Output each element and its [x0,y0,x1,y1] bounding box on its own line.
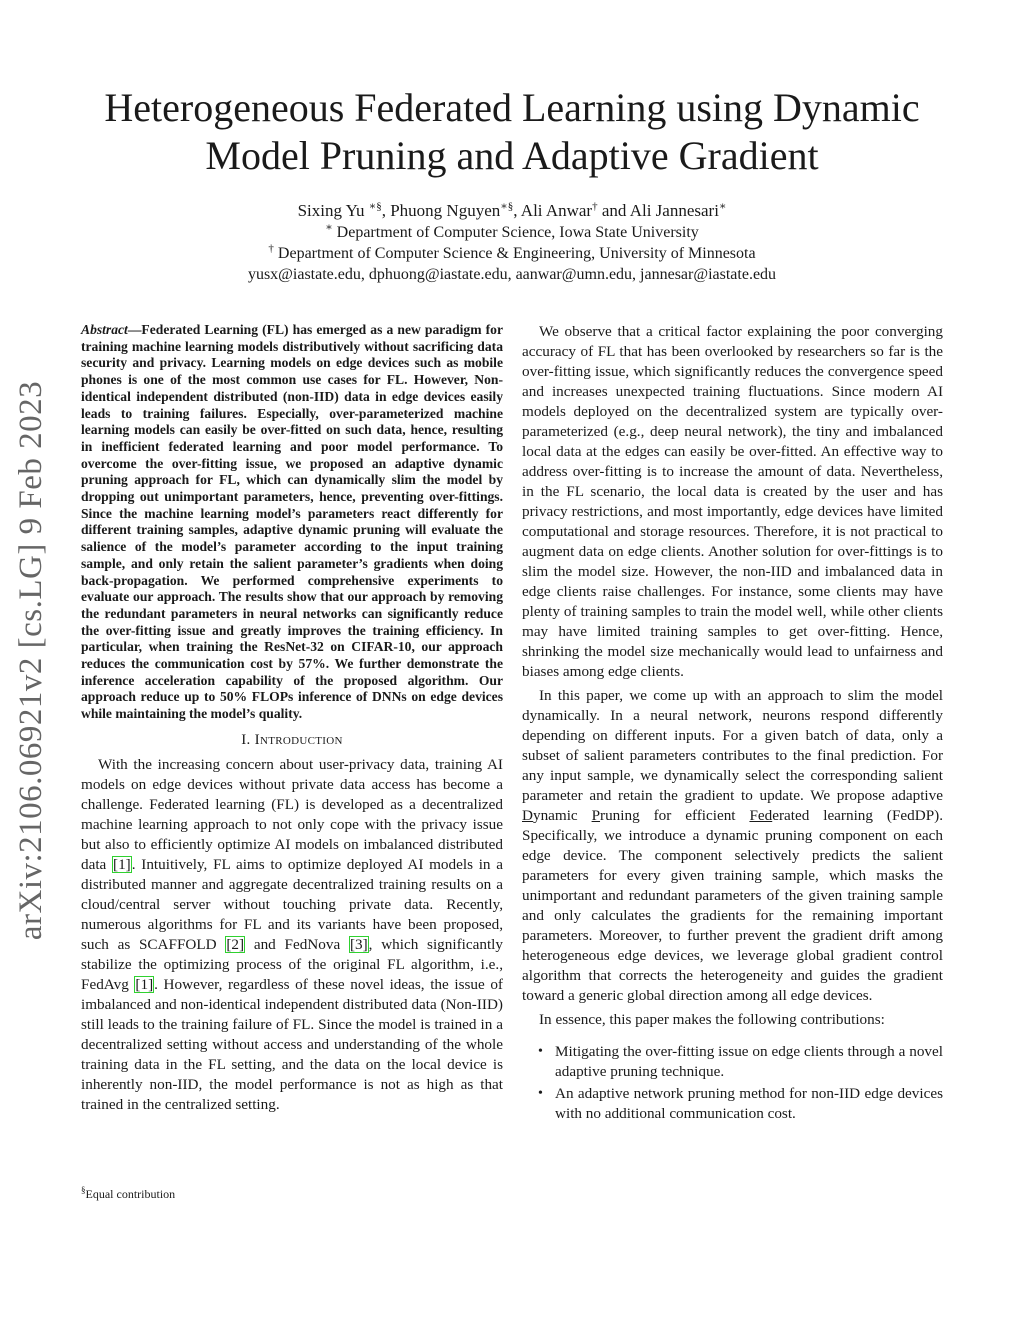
abstract-dash: — [127,322,142,337]
left-column [81,322,503,1115]
citation-link-2[interactable]: [2] [226,935,245,953]
author-1: Sixing Yu [297,201,369,220]
section-title: Introduction [254,731,343,748]
intro-paragraph-4: In essence, this paper makes the following contributions: [539,1011,885,1028]
affiliation-2-mark: † [268,242,274,255]
footnote-text: Equal contribution [85,1187,176,1201]
affiliation-2 [70,243,954,264]
bullet-icon: • [538,1044,543,1059]
intro-p3-text-1: In this paper, we come up with an approach to slim the model dynamically. In a neural network, neurons respond differently depending on different inputs. For a given batch of data, only a subset of salient parameters contributes to the final prediction. For any input sample, we dynamically select the corresponding salient parameter and retain the gradient to update. We propose adaptive [522,687,943,804]
contribution-item-2 [522,1084,943,1124]
abstract-text: Federated Learning (FL) has emerged as a new paradigm for training machine learning models distributively without sacrificing data security and privacy. Learning models on edge devices such as mobile phones is one of the most common use cases for FL. However, Non-identical independent distributed (non-IID) data in edge devices easily leads to training failures. Especially, over-parameterized machine learning models can easily be over-fitted on such data, hence, resulting in inefficient federated learning and poor model performance. To overcome the over-fitting issue, we proposed an adaptive dynamic pruning approach for FL, which can dynamically slim the model by dropping out unimportant parameters, hence, preventing over-fittings. Since the machine learning model’s parameters react differently for different training samples, adaptive dynamic pruning will evaluate the salience of the model’s parameter according to the input training sample, and only retain the salient parameter’s gradients when doing back-propagation. We performed comprehensive experiments to evaluate our approach. The results show that our approach by removing the redundant parameters in neural networks can significantly reduce the over-fitting issue and greatly improves the training efficiency. In particular, when training the ResNet-32 on CIFAR-10, our approach reduces the communication cost by 57%. We further demonstrate the inference acceleration capability of the proposed algorithm. Our approach reduce up to 50% FLOPs inference of DNNs on edge devices while maintaining the model’s quality. [81,322,503,722]
affiliation-2-text: Department of Computer Science & Engineering, University of Minnesota [273,245,756,262]
arxiv-side-identifier [4,360,60,960]
author-4-mark: ∗ [718,200,727,213]
intro-p1-text-4: , which significantly stabilize the optimizing process of the original FL algorithm, i.e., FedAvg [81,935,503,993]
author-3: , Ali Anwar [513,201,593,220]
author-emails: yusx@iastate.edu, dphuong@iastate.edu, aanwar@umn.edu, jannesar@iastate.edu [247,266,777,283]
intro-p3-text-3: runing for efficient [600,807,750,824]
intro-p1-text-2: . Intuitively, FL aims to optimize deployed AI models in a distributed manner and aggregate decentralized training results on a cloud/central server without touching private data. Recently, numerous algorithms for FL and its variants have been proposed, such as SCAFFOLD [81,855,503,953]
footnote-mark: § [81,1185,86,1195]
contributions-list [522,1042,943,1124]
intro-p3-text-4: erated learning (FedDP). Specifically, we introduce a dynamic pruning component on each edge device. The component selectively predicts the salient parameters for every given training sample, which masks the unimportant and redundant parameters of the given training sample and only calculates the gradients for the remaining important parameters. Moreover, to further prevent the gradient drift among heterogeneous edge devices, we leverage global gradient control algorithm that corrects the heterogeneity and guides the gradient toward a generic global direction among all edge devices. [522,807,943,1004]
author-block [70,200,954,285]
citation-link-1b[interactable]: [1] [135,975,154,993]
intro-p1-text-1: With the increasing concern about user-privacy data, training AI models on edge devices without private data access has become a challenge. Federated learning (FL) is developed as a decentralized machine learning approach to not only cope with the privacy issue but also to efficiently optimize AI models on imbalanced distributed data [81,755,503,873]
title-line-1: Heterogeneous Federated Learning using Dynamic [104,85,920,130]
contribution-text-2: An adaptive network pruning method for non-IID edge devices with no additional communication cost. [555,1085,943,1122]
intro-paragraph-2: We observe that a critical factor explaining the poor converging accuracy of FL that has been overlooked by researchers so far is the over-fitting issue, which significantly reduces the convergence speed and increases unexpected training fluctuations. Since modern AI models deployed on the decentralized system are typically over-parameterized (e.g., deep neural network), the tiny and imbalanced local data at the edges can easily be over-fitted. An effective way to address over-fitting is to increase the amount of data. Nevertheless, in the FL scenario, the local data is created by the user and has privacy restrictions, and most importantly, edge devices have limited computational and storage resources. Therefore, it is not practical to augment data on edge clients. Another solution for over-fittings is to slim the model size. However, the non-IID and imbalanced data in edge clients raise challenges. For instance, some clients may have plenty of training samples to train the model well, while other clients may have limited training samples to get over-fitting. Hence, shrinking the model size mechanically would lead to unfairness and biases among edge clients. [522,323,943,680]
intro-p1-text-5: . However, regardless of these novel ideas, the issue of imbalanced and non-identical independent distributed data (Non-IID) still leads to the training failure of FL. Since the model is trained in a decentralized setting without access and understanding of the whole training data in the FL setting, and the data on the local device is inherently non-IID, the model performance is not as high as that trained in the centralized setting. [81,975,503,1113]
contribution-item-1 [522,1042,943,1082]
affiliation-1 [70,222,954,243]
citation-link-3[interactable]: [3] [349,935,368,953]
footnote [81,1185,175,1202]
affiliation-1-text: Department of Computer Science, Iowa State University [332,224,699,241]
right-column [522,322,943,1126]
author-1-mark: ∗§ [368,200,382,213]
bullet-icon: • [538,1086,543,1101]
intro-paragraph-3 [522,686,943,1006]
author-4: and Ali Jannesari [597,201,719,220]
underlined-fed: Fed [749,807,773,824]
title-line-2: Model Pruning and Adaptive Gradient [205,133,819,178]
citation-link-1[interactable]: [1] [113,855,131,873]
abstract-label: Abstract [81,322,128,337]
intro-p3-text-2: ynamic [532,807,592,824]
author-2: , Phuong Nguyen [381,201,501,220]
author-3-mark: † [592,200,598,213]
underlined-p: P [591,807,601,824]
intro-p1-text-3: and FedNova [245,935,349,953]
intro-paragraph-1 [81,755,503,1115]
section-number: I. [241,731,255,748]
section-heading-introduction [81,732,503,749]
paper-title [70,84,954,180]
underlined-d: D [522,807,533,824]
abstract [81,322,503,723]
author-2-mark: ∗§ [500,200,514,213]
affiliation-1-mark: ∗ [325,221,333,234]
contribution-text-1: Mitigating the over-fitting issue on edge clients through a novel adaptive pruning technique. [555,1043,943,1080]
author-names [70,200,954,221]
arxiv-identifier-text: arXiv:2106.06921v2 [cs.LG] 9 Feb 2023 [13,380,50,940]
